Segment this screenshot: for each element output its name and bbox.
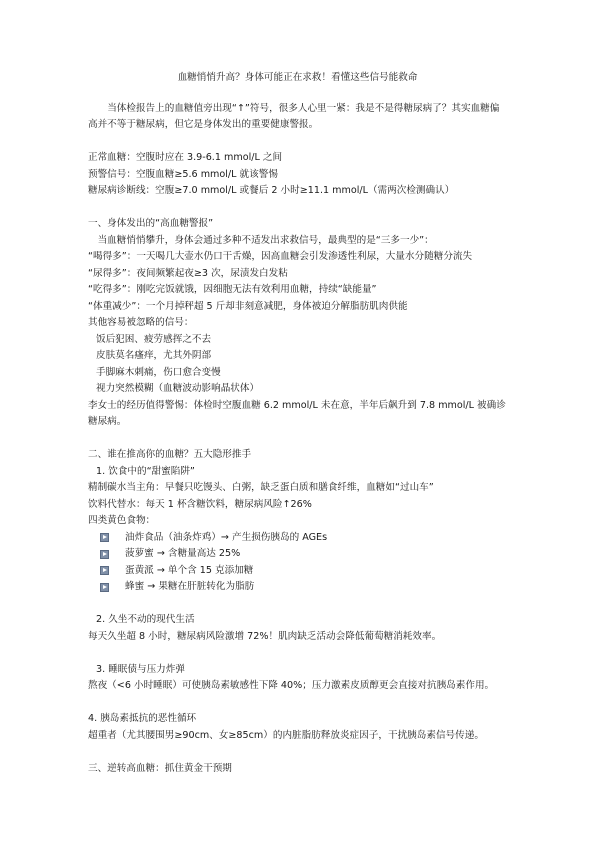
item4-text: 超重者（尤其腰围男≥90cm、女≥85cm）的内脏脂肪释放炎症因子，干扰胰岛素信号传递。 — [88, 729, 484, 741]
spacer — [88, 695, 507, 712]
list-item — [88, 579, 507, 596]
yellow-food: 油炸食品（油条炸鸡）→ 产生损伤胰岛的 AGEs — [125, 531, 328, 543]
item1-line: 饮料代替水：每天 1 杯含糖饮料，糖尿病风险↑26% — [88, 498, 312, 510]
intro-paragraph: 当体检报告上的血糖值旁出现“↑”符号，很多人心里一紧：我是不是得糖尿病了？其实血糖偏高并不等于糖尿病，但它是身体发出的重要健康警报。 — [88, 102, 500, 130]
symptom-weight: “体重减少”：一个月掉秤超 5 斤却非刻意减肥，身体被迫分解脂肪肌肉供能 — [88, 300, 408, 312]
symptom-drink: “喝得多”：一天喝几大壶水仍口干舌燥，因高血糖会引发渗透性利尿，大量水分随糖分流失 — [88, 251, 473, 262]
item1-line: 精制碳水当主角：早餐只吃馒头、白粥，缺乏蛋白质和膳食纤维，血糖如“过山车” — [88, 482, 434, 493]
section1-intro: 当血糖悄悄攀升，身体会通过多种不适发出求救信号，最典型的是“三多一少”： — [97, 234, 434, 246]
ignored-sign: 手脚麻木刺痛，伤口愈合变慢 — [96, 366, 221, 378]
spacer — [88, 596, 507, 613]
ignored-sign: 饭后犯困、疲劳感挥之不去 — [96, 333, 212, 345]
spacer — [88, 744, 507, 761]
section3-heading: 三、逆转高血糖：抓住黄金干预期 — [88, 762, 232, 774]
yellow-food: 蛋黄派 → 单个含 15 克添加糖 — [125, 564, 254, 576]
document-title: 血糖悄悄升高？身体可能正在求救！看懂这些信号能救命 — [177, 72, 418, 83]
arrow-bullet-icon — [100, 583, 109, 592]
case-paragraph: 李女士的经历值得警惕：体检时空腹血糖 6.2 mmol/L 未在意，半年后飙升到 7.8 mmol/L 被确诊糖尿病。 — [88, 399, 506, 427]
spacer — [88, 431, 507, 448]
item2-title: 2. 久坐不动的现代生活 — [96, 614, 195, 625]
item1-line: 四类黄色食物： — [88, 515, 156, 526]
symptom-eat: “吃得多”：刚吃完饭就饿，因细胞无法有效利用血糖，持续“缺能量” — [88, 284, 377, 295]
range-diagnosis: 糖尿病诊断线：空腹≥7.0 mmol/L 或餐后 2 小时≥11.1 mmol/L（需两次检测确认） — [88, 185, 455, 196]
item2-text: 每天久坐超 8 小时，糖尿病风险激增 72%！肌肉缺乏活动会降低葡萄糖消耗效率。 — [88, 630, 442, 642]
arrow-bullet-icon — [100, 550, 109, 559]
range-normal: 正常血糖：空腹时应在 3.9-6.1 mmol/L 之间 — [88, 152, 283, 163]
yellow-food-list — [88, 530, 507, 596]
spacer — [88, 134, 507, 151]
item1-title: 1. 饮食中的“甜蜜陷阱” — [96, 465, 195, 477]
spacer — [88, 200, 507, 217]
list-item — [88, 563, 507, 580]
item3-text: 熬夜（<6 小时睡眠）可使胰岛素敏感性下降 40%；压力激素皮质醇更会直接对抗胰岛素作用。 — [88, 680, 495, 691]
item3-title: 3. 睡眠债与压力炸弹 — [96, 663, 185, 675]
ignored-sign: 皮肤莫名瘙痒，尤其外阴部 — [96, 350, 212, 361]
spacer — [88, 645, 507, 662]
section1-heading: 一、身体发出的“高血糖警报” — [88, 218, 214, 229]
list-item — [88, 530, 507, 547]
list-item — [88, 546, 507, 563]
symptom-urine: “尿得多”：夜间频繁起夜≥3 次，尿渍发白发粘 — [88, 267, 288, 279]
ignored-sign: 视力突然模糊（血糖波动影响晶状体） — [96, 383, 260, 394]
arrow-bullet-icon — [100, 566, 109, 575]
item4-title: 4. 胰岛素抵抗的恶性循环 — [88, 713, 197, 724]
ignored-signs-title: 其他容易被忽略的信号： — [88, 317, 194, 328]
section2-heading: 二、谁在推高你的血糖？五大隐形推手 — [88, 449, 252, 460]
yellow-food: 蜂蜜 → 果糖在肝脏转化为脂肪 — [125, 581, 255, 592]
arrow-bullet-icon — [100, 533, 109, 542]
range-warning: 预警信号：空腹血糖≥5.6 mmol/L 就该警惕 — [88, 168, 278, 180]
yellow-food: 菠萝蜜 → 含糖量高达 25% — [125, 548, 241, 559]
